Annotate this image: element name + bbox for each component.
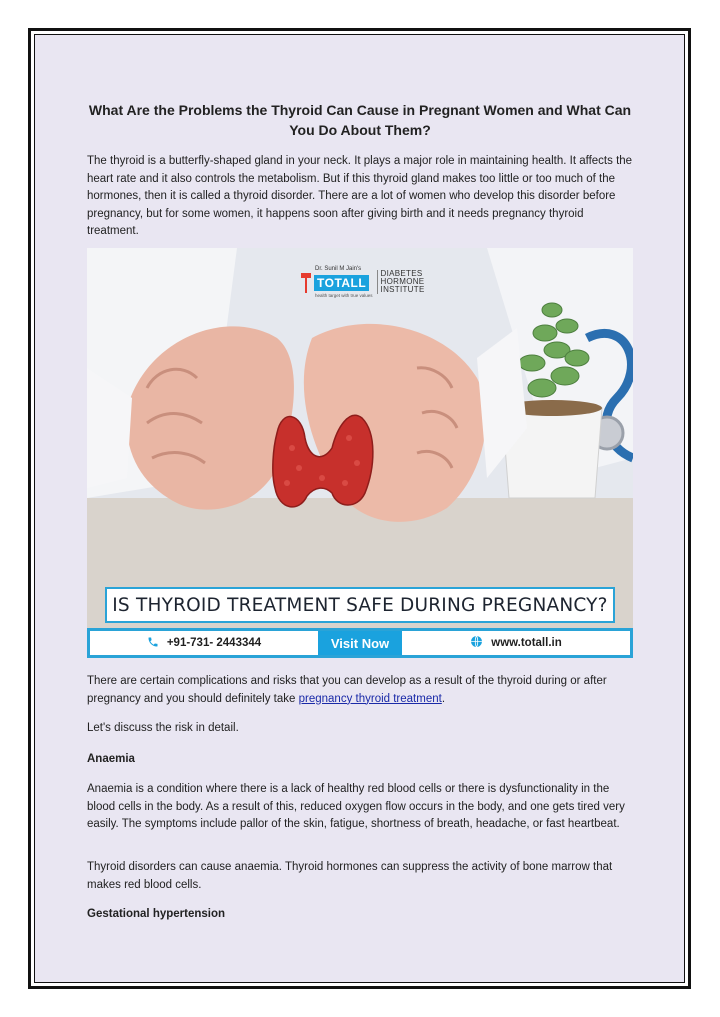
website-url: www.totall.in [491,637,562,649]
visit-now-button[interactable]: Visit Now [318,631,402,655]
logo-doctor-name: Dr. Sunil M Jain's [315,266,362,272]
logo-line-1: DIABETES [380,269,423,278]
logo-t-icon [301,273,311,293]
complications-paragraph [87,673,633,708]
brand-logo [301,266,425,298]
complications-text: There are certain complications and risks that you can develop as a result of the thyroid during or after pregnancy and you should definitely take [87,675,607,705]
anaemia-paragraph-2: Thyroid disorders can cause anaemia. Thyroid hormones can suppress the activity of bone marrow that makes red blood cells. [87,861,613,891]
hero-banner-image [87,248,633,658]
phone-icon [147,636,159,651]
website-link[interactable] [402,635,630,651]
pregnancy-thyroid-treatment-link[interactable]: pregnancy thyroid treatment [298,692,442,705]
banner-headline: IS THYROID TREATMENT SAFE DURING PREGNANCY? [105,587,615,623]
logo-brand: TOTALL [314,275,369,291]
contact-bar [87,628,633,658]
anaemia-paragraph-1: Anaemia is a condition where there is a lack of healthy red blood cells or there is dysfunctionality in the blood cells in the body. As a result of this, reduced oxygen flow occurs in the body, and one gets tired very easily. The symptoms include pallor of the skin, fatigue, shortness of breath, headache, or fast heartbeat. [87,783,625,830]
phone-contact[interactable] [90,636,318,651]
logo-line-2: HORMONE [380,277,425,286]
logo-tagline: health target with true values [315,293,373,298]
globe-icon [470,635,483,651]
heading-gestational-hypertension: Gestational hypertension [87,908,226,920]
logo-line-3: INSTITUTE [380,285,425,294]
logo-institute [377,270,425,294]
intro-paragraph: The thyroid is a butterfly-shaped gland in your neck. It plays a major role in maintaining health. It affects the heart rate and it also controls the metabolism. But if this thyroid gland makes too little or too much of the hormones, then it is called a thyroid disorder. There are a lot of women who develop this disorder before pregnancy, but for some women, it happens soon after giving birth and it needs pregnancy thyroid treatment. [87,155,633,237]
complications-end: . [441,692,446,705]
heading-anaemia: Anaemia [87,753,135,765]
discuss-paragraph: Let's discuss the risk in detail. [87,722,239,734]
page-title: What Are the Problems the Thyroid Can Cause in Pregnant Women and What Can You Do About Them? [88,102,632,138]
phone-number: +91-731- 2443344 [166,637,262,649]
